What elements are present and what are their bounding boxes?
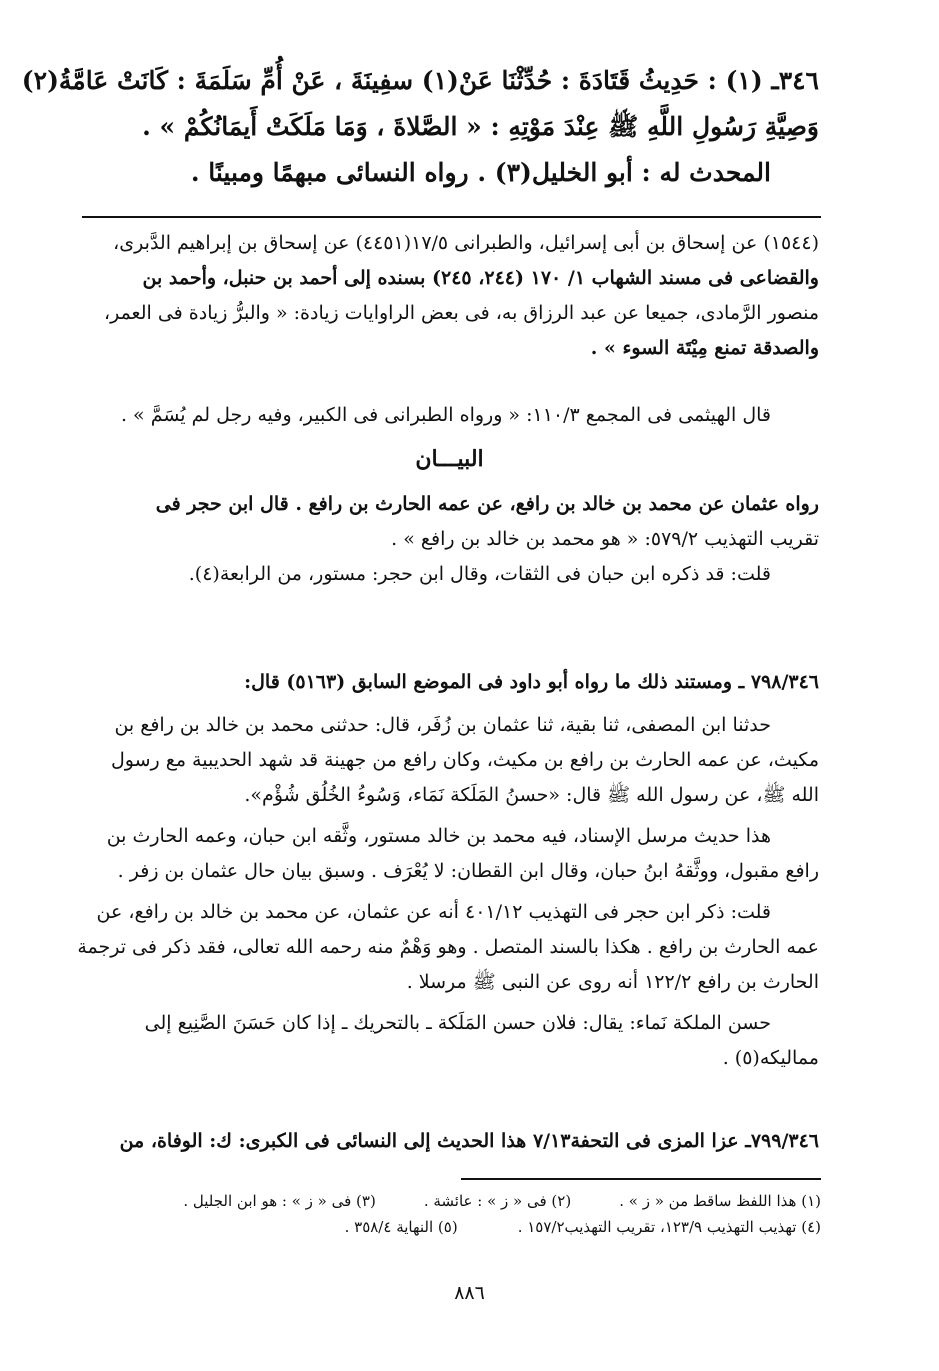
reference-line: منصور الرَّمادى، جميعا عن عبد الرزاق به، فى بعض الراوايات زيادة: « والبرُّ زيادة فى العمر، [103, 302, 819, 324]
hadith-heading: ٧٩٩/٣٤٦ـ عزا المزى فى التحفة٧/١٣ هذا الحديث إلى النسائى فى الكبرى: ك: الوفاة، من [119, 1130, 819, 1152]
hadith-line: قلت: ذكر ابن حجر فى التهذيب ٤٠١/١٢ أنه عن عثمان، عن محمد بن خالد بن رافع، عن [96, 901, 771, 923]
footnote: (٤) تهذيب التهذيب ١٢٣/٩، تقريب التهذيب١٥٧/٢ . [517, 1218, 821, 1236]
hadith-line: الله ﷺ، عن رسول الله ﷺ قال: «حسنُ المَلَكة نَمَاء، وَسُوءُ الخُلُق شُؤْم». [244, 784, 819, 806]
page-number: ٨٨٦ [454, 1282, 485, 1304]
reference-block [80, 226, 819, 366]
bayan-line: رواه عثمان عن محمد بن خالد بن رافع، عن عمه الحارث بن رافع . قال ابن حجر فى [155, 493, 819, 515]
hadith-line: حدثنا ابن المصفى، ثنا بقية، ثنا عثمان بن زُفَر، قال: حدثنى محمد بن خالد بن رافع بن [114, 714, 771, 736]
hadith-line: هذا حديث مرسل الإسناد، فيه محمد بن خالد مستور، وثَّقه ابن حبان، وعمه الحارث بن [106, 825, 771, 847]
bayan-block [80, 487, 819, 592]
hadith-line: مكيث، عن عمه الحارث بن رافع بن مكيث، وكان رافع من جهينة قد شهد الحديبية مع رسول [110, 749, 819, 771]
footnote: (٥) النهاية ٣٥٨/٤ . [344, 1218, 458, 1236]
footnote: (٢) فى « ز » : عائشة . [423, 1192, 572, 1210]
hadith-line: وَصِيَّةِ رَسُولِ اللَّهِ ﷺ عِنْدَ مَوْتِهِ : « الصَّلاةَ ، وَمَا مَلَكَتْ أَيمَانُكُمْ » . [142, 112, 819, 141]
hadith-heading: ٧٩٨/٣٤٦ ـ ومستند ذلك ما رواه أبو داود فى الموضع السابق (٥١٦٣) قال: [244, 671, 819, 693]
hadith-line: رافع مقبول، ووثَّقهُ ابنُ حبان، وقال ابن القطان: لا يُعْرَف . وسبق بيان حال عثمان بن زفر . [117, 860, 819, 882]
reference-line: والصدقة تمنع مِيْتَة السوء » . [590, 337, 819, 359]
footnote: (٣) فى « ز » : هو ابن الجليل . [183, 1192, 376, 1210]
hadith-line: الحارث بن رافع ١٢٢/٢ أنه روى عن النبى ﷺ مرسلا . [406, 971, 819, 993]
hadith-line: ٣٤٦ـ (١) : حَدِيثُ قَتَادَةَ : حُدِّثْنَا عَنْ(١) سفِينَةَ ، عَنْ أُمِّ سَلَمَةَ : كَانَتْ عَامَّةُ(٢) [21, 66, 819, 95]
bayan-line: قلت: قد ذكره ابن حبان فى الثقات، وقال ابن حجر: مستور، من الرابعة(٤). [188, 563, 771, 585]
hadith-line: حسن الملكة نَماء: يقال: فلان حسن المَلَكة ـ بالتحريك ـ إذا كان حَسَنَ الصَّنِيع إلى [144, 1012, 771, 1034]
hadith-346-1 [21, 58, 819, 196]
hadith-line: المحدث له : أبو الخليل(٣) . رواه النسائى مبهمًا ومبينًا . [190, 158, 771, 187]
quote-line: قال الهيثمى فى المجمع ١١٠/٣: « ورواه الطبرانى فى الكبير، وفيه رجل لم يُسَمَّ » . [120, 404, 771, 426]
divider [82, 216, 821, 218]
hadith-798 [77, 665, 819, 1076]
reference-line: والقضاعى فى مسند الشهاب ١/ ١٧٠ (٢٤٤، ٢٤٥) بسنده إلى أحمد بن حنبل، وأحمد بن [142, 267, 819, 289]
hadith-line: مماليكه(٥) . [722, 1047, 819, 1069]
haythami-quote [80, 398, 819, 433]
hadith-line: عمه الحارث بن رافع . هكذا بالسند المتصل . وهو وَهْمٌ منه رحمه الله تعالى، فقد ذكر فى ترجمة [77, 936, 819, 958]
hadith-799 [80, 1124, 819, 1159]
footnote: (١) هذا اللفظ ساقط من « ز » . [619, 1192, 821, 1210]
bayan-title: البيـــان [415, 446, 484, 472]
footnote-divider [461, 1178, 821, 1180]
bayan-line: تقريب التهذيب ٥٧٩/٢: « هو محمد بن خالد بن رافع » . [391, 528, 819, 550]
reference-line: (١٥٤٤) عن إسحاق بن أبى إسرائيل، والطبرانى ١٧/٥(٤٤٥١) عن إسحاق بن إبراهيم الدَّبرى، [113, 232, 819, 254]
footnotes [80, 1190, 821, 1238]
